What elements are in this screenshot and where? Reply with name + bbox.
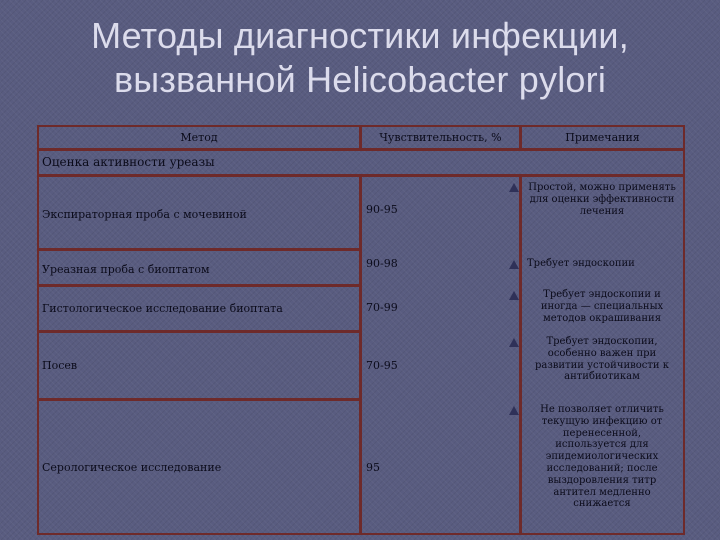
bullet-icon — [509, 260, 519, 269]
note-text: Не позволяет отличить текущую инфекцию от перенесенной, используется для эпидемиологических исследований; после выздоровления титр антител медленно снижается — [540, 404, 664, 510]
header-method: Метод — [180, 131, 218, 144]
row-cell-method — [37, 331, 361, 400]
method-histology: Гистологическое исследование биоптата — [42, 302, 283, 315]
slide-title — [0, 14, 720, 102]
section-label: Оценка активности уреазы — [42, 155, 215, 169]
sensitivity-serology: 95 — [366, 461, 380, 474]
bullet-icon — [509, 406, 519, 415]
note-urea-breath-test — [527, 182, 677, 217]
method-serology: Серологическое исследование — [42, 461, 222, 474]
bullet-icon — [509, 338, 519, 347]
title-line-2: вызванной Helicobacter pylori — [113, 59, 607, 100]
method-rapid-urease-test: Уреазная проба с биоптатом — [42, 263, 210, 276]
sensitivity-histology: 70-99 — [366, 301, 398, 314]
note-rapid-urease-test — [527, 258, 677, 270]
bullet-icon — [509, 291, 519, 300]
note-culture — [527, 336, 677, 383]
note-serology — [527, 404, 677, 510]
note-histology — [527, 289, 677, 324]
sensitivity-column — [360, 175, 521, 535]
note-text: Требует эндоскопии — [527, 258, 635, 269]
note-text: Требует эндоскопии и иногда — специальных методов окрашивания — [540, 289, 664, 324]
note-text: Простой, можно применять для оценки эффективности лечения — [528, 182, 676, 217]
header-sensitivity: Чувствительность, % — [379, 131, 502, 144]
sensitivity-rapid-urease-test: 90-98 — [366, 257, 398, 270]
sensitivity-culture: 70-95 — [366, 359, 398, 372]
method-urea-breath-test: Экспираторная проба с мочевиной — [42, 208, 247, 221]
method-culture: Посев — [42, 359, 78, 372]
title-line-1: Методы диагностики инфекции, — [91, 15, 629, 56]
note-text: Требует эндоскопии, особенно важен при развитии устойчивости к антибиотикам — [534, 336, 669, 383]
header-notes: Примечания — [565, 131, 640, 144]
bullet-icon — [509, 183, 519, 192]
sensitivity-urea-breath-test: 90-95 — [366, 203, 398, 216]
